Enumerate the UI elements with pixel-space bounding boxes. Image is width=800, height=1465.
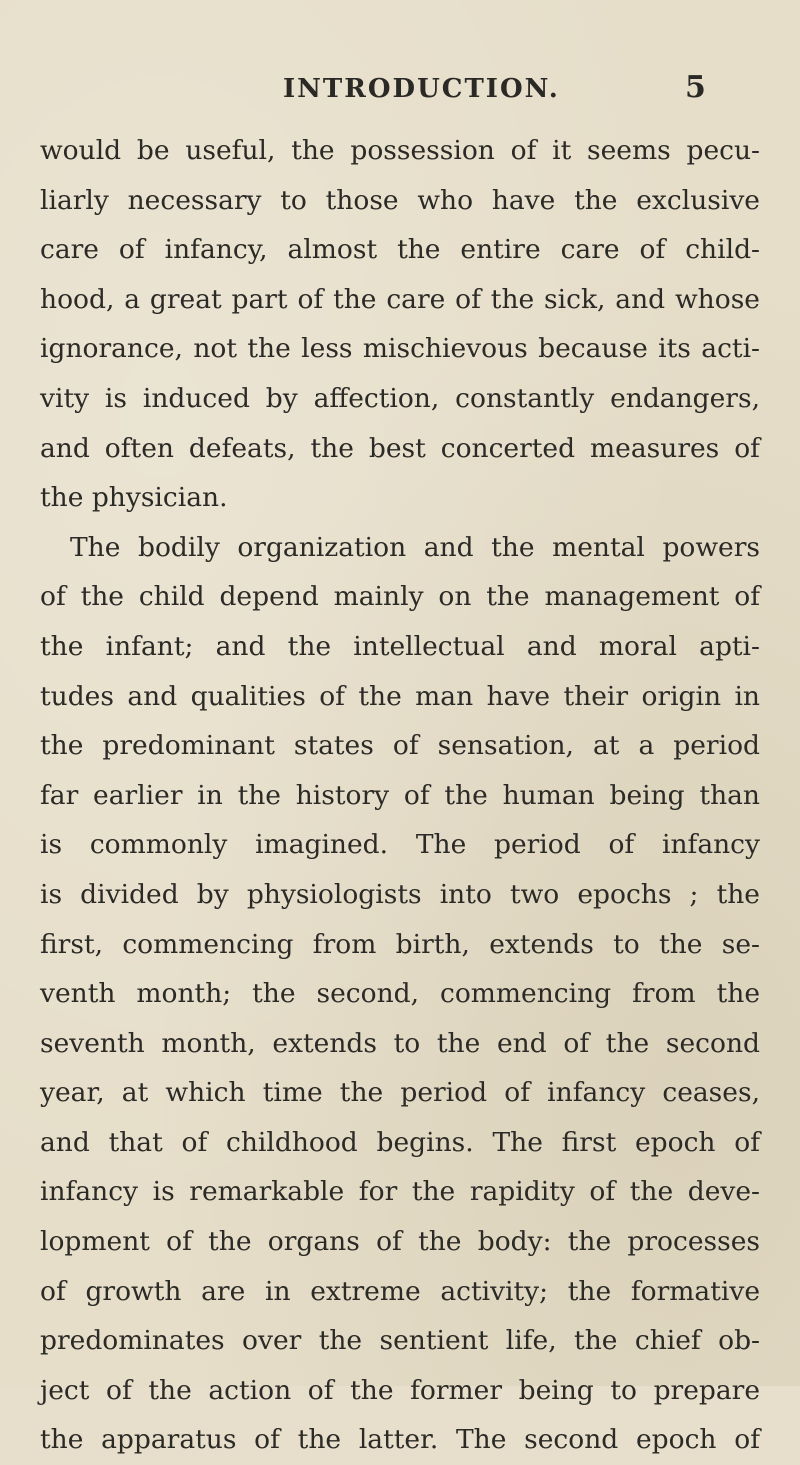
text-line: and often defeats, the best concerted measures of: [40, 432, 760, 464]
text-line: the predominant states of sensation, at a period: [40, 730, 760, 762]
body-text: [40, 126, 760, 1465]
text-line: is commonly imagined. The period of infancy: [40, 829, 760, 861]
text-line: and that of childhood begins. The first epoch of: [40, 1126, 760, 1158]
text-line: tudes and qualities of the man have their origin in: [40, 680, 760, 712]
text-line: first, commencing from birth, extends to the se-: [40, 928, 760, 960]
text-line: infancy is remarkable for the rapidity of the deve-: [40, 1176, 760, 1208]
text-line: year, at which time the period of infancy ceases,: [40, 1077, 760, 1109]
text-line: ject of the action of the former being to prepare: [40, 1374, 760, 1406]
text-line: is divided by physiologists into two epochs ; the: [40, 878, 760, 910]
text-line: the physician.: [40, 482, 228, 514]
text-line: predominates over the sentient life, the chief ob-: [40, 1325, 760, 1357]
text-line: seventh month, extends to the end of the second: [40, 1027, 760, 1059]
text-line: of the child depend mainly on the management of: [40, 581, 760, 613]
text-line: the infant; and the intellectual and moral apti-: [40, 630, 760, 662]
text-line: liarly necessary to those who have the exclusive: [40, 184, 760, 216]
paragraph-start-line: The bodily organization and the mental powers: [70, 531, 760, 563]
text-line: the apparatus of the latter. The second epoch of: [40, 1424, 760, 1456]
text-line: venth month; the second, commencing from the: [40, 978, 760, 1010]
text-line: of growth are in extreme activity; the formative: [40, 1275, 760, 1307]
text-line: would be useful, the possession of it seems pecu-: [40, 135, 760, 166]
text-line: care of infancy, almost the entire care of child-: [40, 234, 760, 266]
page-number: 5: [685, 70, 706, 105]
text-line: far earlier in the history of the human being than: [40, 779, 760, 811]
running-head-title: INTRODUCTION.: [283, 74, 560, 104]
text-line: lopment of the organs of the body: the processes: [40, 1226, 760, 1258]
text-line: vity is induced by affection, constantly endangers,: [40, 382, 760, 414]
text-line: hood, a great part of the care of the sick, and whose: [40, 283, 760, 315]
text-line: ignorance, not the less mischievous because its acti-: [40, 333, 760, 365]
